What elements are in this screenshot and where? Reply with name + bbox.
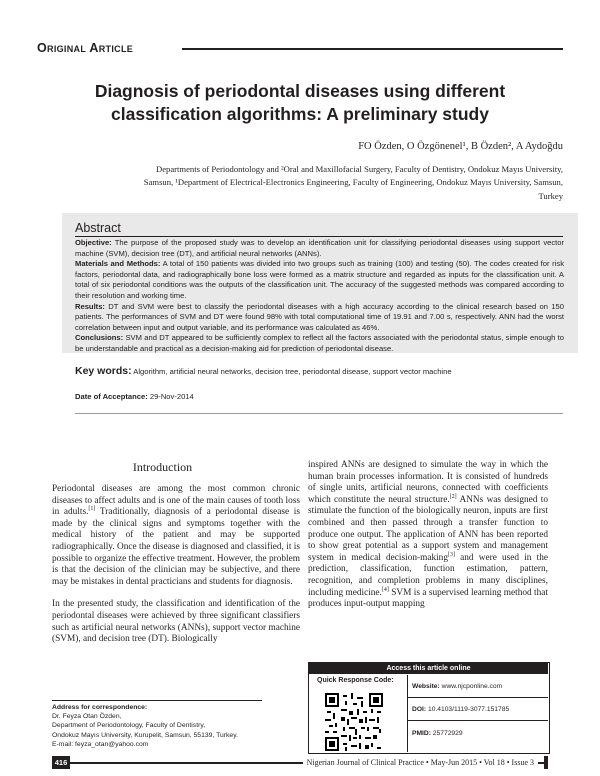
keywords-text: Algorithm, artificial neural networks, decision tree, periodontal disease, support vector machine — [131, 367, 452, 376]
intro-paragraph-2: In the presented study, the classification and identification of the periodontal diseases were achieved by three significant classifiers such as artificial neural networks (ANNs), support vector machine (SVM), and decision tree (DT). Biologically — [52, 599, 300, 645]
website-row[interactable]: Website: www.njcponline.com — [412, 683, 503, 690]
title-line-2: classification algorithms: A preliminary study — [111, 104, 489, 124]
body-left-column — [52, 484, 300, 657]
access-online-header: Access this article online — [309, 663, 548, 674]
article-type-label: Original Article — [37, 41, 134, 55]
citation-4[interactable]: [4] — [381, 586, 389, 593]
citation-1[interactable]: [1] — [88, 506, 96, 513]
correspondence-block — [52, 700, 262, 749]
acceptance-date: Date of Acceptance: 29-Nov-2014 — [75, 392, 194, 401]
abstract-conclusions: Conclusions: SVM and DT appeared to be sufficiently complex to reflect all the factors associated with the periodontal status, simple enough to be understandable and practical as a decision-making aid for prediction of periodontal disease. — [75, 333, 564, 353]
article-title — [40, 80, 560, 126]
pmid-value: 25772929 — [430, 730, 463, 737]
abstract-objective: Objective: The purpose of the proposed study was to develop an identification unit for classifying periodontal diseases using support vector machine (SVM), decision tree (DT), and artificial neural networks (ANNs). — [75, 238, 564, 258]
doi-value[interactable]: 10.4103/1119-3077.151785 — [426, 706, 510, 713]
keywords — [75, 365, 452, 377]
body-right-column — [308, 460, 548, 622]
citation-3[interactable]: [3] — [447, 551, 455, 558]
title-line-1: Diagnosis of periodontal diseases using different — [94, 81, 506, 101]
section-divider — [75, 413, 563, 414]
abstract-methods: Materials and Methods: A total of 150 patients was divided into two groups such as training (100) and testing (50). The codes created for risk factors, periodontal data, and radiographically bone loss were formed as a matrix structure and regarded as inputs for the classification unit. A total of six periodontal conditions was the outputs of the classification unit. The accuracy of the suggested methods was compared according to their resolution and working time. — [75, 259, 564, 300]
abstract-heading: Abstract — [75, 221, 121, 235]
intro-paragraph-1: Periodontal diseases are among the most common chronic diseases to affect adults and is one of the main causes of tooth loss in adults.[1] Traditionally, diagnosis of a periodontal disease is made by the clinical signs and symptoms together with the medical history of the patient and may be supported radiographically. Once the disease is diagnosed and classified, it is possible to organize the effective treatment. However, the problem is that the decision of the clinician may be subjective, and there may be mistakes in dental practicians and students for diagnosis. — [52, 484, 300, 587]
affiliation-line: Samsun, ¹Department of Electrical-Electronics Engineering, Faculty of Engineering, Ondokuz Mayıs University, Samsun, — [143, 177, 563, 188]
correspondence-dept: Department of Periodontology, Faculty of Dentistry, — [52, 722, 206, 730]
qr-code-label: Quick Response Code: — [317, 677, 394, 684]
page-number: 416 — [52, 756, 70, 769]
keywords-label: Key words: — [75, 365, 132, 377]
journal-footer: Nigerian Journal of Clinical Practice • May-Jun 2015 • Vol 18 • Issue 3 — [303, 758, 538, 767]
correspondence-label: Address for correspondence: — [52, 700, 262, 712]
doi-row[interactable]: DOI: 10.4103/1119-3077.151785 — [412, 706, 510, 713]
correspondence-address: Ondokuz Mayıs University, Kurupelit, Samsun, 55139, Turkey. — [52, 731, 238, 739]
correspondence-name: Dr. Feyza Otan Özden, — [52, 713, 122, 721]
affiliation-line: Turkey — [538, 190, 563, 201]
info-separator — [408, 720, 548, 721]
pmid-row: PMID: 25772929 — [412, 730, 463, 737]
affiliations — [80, 163, 563, 203]
intro-paragraph-3: inspired ANNs are designed to simulate the way in which the human brain processes information. It is consisted of hundreds of single units, artificial neurons, connected with coefficients which constitute the neural structure.[2] ANNs was designed to stimulate the function of the biologically neuron, inputs are first combined and then passed through a transfer function to produce one output. The application of ANN has been reported to show great potential as a support system and management system in medical decision-making[3] and were used in the prediction, classification, function estimation, pattern, recognition, and completion problems in many disciplines, including medicine.[4] SVM is a supervised learning method that produces input-output mapping — [308, 460, 549, 610]
citation-2[interactable]: [2] — [449, 493, 457, 500]
info-separator — [408, 697, 548, 698]
footer-end-mark — [544, 756, 548, 769]
correspondence-email[interactable]: E-mail: feyza_otan@yahoo.com — [52, 740, 149, 748]
introduction-heading: Introduction — [132, 460, 193, 474]
header-rule — [182, 48, 563, 50]
website-link[interactable]: www.njcponline.com — [439, 683, 503, 690]
access-box-separator — [407, 675, 408, 752]
abstract-results: Results: DT and SVM were best to classify the periodontal diseases with a high accuracy according to the clinical research based on 150 patients. The performances of SVM and DT were found 98% with total computational time of 19.91 and 7.00 s, respectively. ANN had the worst correlation between input and output variable, and its performance was calculated as 46%. — [75, 301, 564, 332]
affiliation-line: Departments of Periodontology and ²Oral and Maxillofacial Surgery, Faculty of Dentistry, Ondokuz Mayıs University, — [156, 164, 563, 174]
qr-code-icon[interactable] — [325, 693, 383, 751]
abstract-body — [75, 238, 564, 355]
abstract-rule — [75, 236, 563, 237]
authors: FO Özden, O Özgönenel¹, B Özden², A Aydoğdu — [358, 141, 563, 152]
